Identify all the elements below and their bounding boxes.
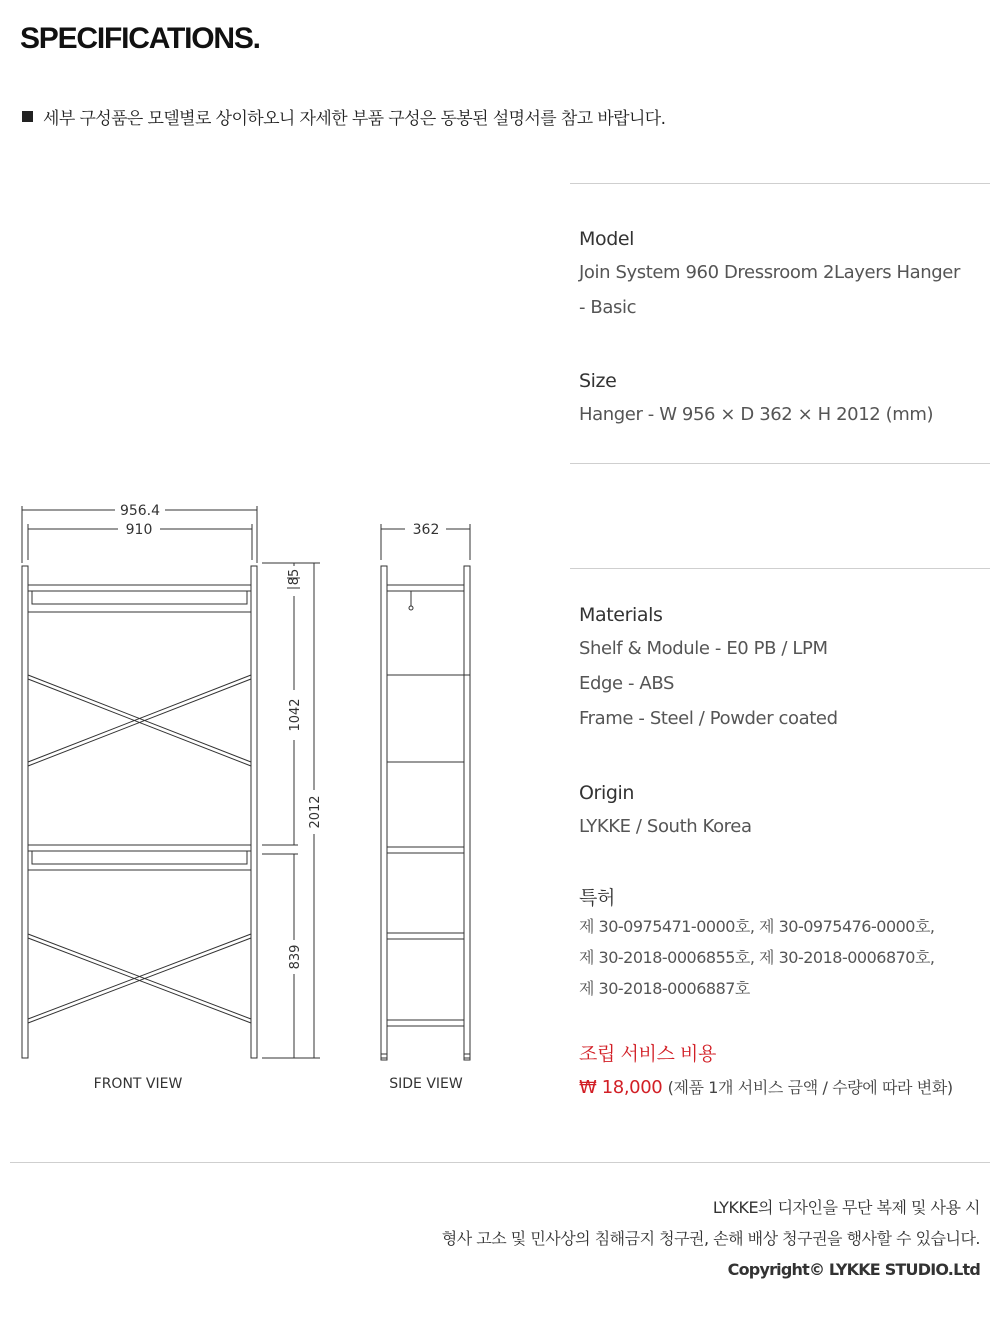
page-title: SPECIFICATIONS. xyxy=(20,22,260,55)
notice-text: 세부 구성품은 모델별로 상이하오니 자세한 부품 구성은 동봉된 설명서를 참고 바랍니다. xyxy=(43,109,666,129)
size-label: Size xyxy=(579,370,617,392)
model-label: Model xyxy=(579,228,635,250)
front-view-label: FRONT VIEW xyxy=(93,1076,183,1092)
patent-section xyxy=(579,886,994,1004)
copyright: Copyright© LYKKE STUDIO.Ltd xyxy=(727,1260,980,1279)
materials-section xyxy=(579,603,994,736)
divider-footer xyxy=(10,1162,990,1163)
origin-section xyxy=(579,781,994,844)
material-item: Frame - Steel / Powder coated xyxy=(579,708,838,729)
dim-total: 2012 xyxy=(308,795,323,829)
model-line-2: - Basic xyxy=(579,297,637,318)
service-label: 조립 서비스 비용 xyxy=(579,1043,716,1065)
dim-upper: 1042 xyxy=(288,698,303,732)
dim-depth: 362 xyxy=(412,522,440,538)
square-bullet-icon xyxy=(22,111,33,122)
patent-label: 특허 xyxy=(579,887,615,909)
notice xyxy=(22,104,665,129)
footer xyxy=(442,1192,980,1285)
service-section xyxy=(579,1042,994,1104)
footer-line-1: LYKKE의 디자인을 무단 복제 및 사용 시 xyxy=(712,1198,980,1217)
service-note: (제품 1개 서비스 금액 / 수량에 따라 변화) xyxy=(667,1078,953,1097)
dim-top: 85 xyxy=(287,568,302,586)
service-price: ₩ 18,000 xyxy=(579,1077,663,1098)
material-item: Shelf & Module - E0 PB / LPM xyxy=(579,638,828,659)
model-line-1: Join System 960 Dressroom 2Layers Hanger xyxy=(579,262,960,283)
divider-middle xyxy=(570,463,990,464)
origin-label: Origin xyxy=(579,782,635,804)
size-value: Hanger - W 956 × D 362 × H 2012 (mm) xyxy=(579,404,934,425)
dim-lower: 839 xyxy=(288,944,303,970)
divider-top xyxy=(570,183,990,184)
model-section xyxy=(579,227,994,325)
side-view-label: SIDE VIEW xyxy=(389,1076,463,1092)
patent-line: 제 30-2018-0006855호, 제 30-2018-0006870호, xyxy=(579,948,935,967)
material-item: Edge - ABS xyxy=(579,673,675,694)
patent-line: 제 30-2018-0006887호 xyxy=(579,979,750,998)
origin-value: LYKKE / South Korea xyxy=(579,816,752,837)
service-price-line xyxy=(579,1072,994,1104)
size-section xyxy=(579,369,994,432)
footer-line-2: 형사 고소 및 민사상의 침해금지 청구권, 손해 배상 청구권을 행사할 수 있습니다. xyxy=(441,1229,980,1248)
divider-materials xyxy=(570,568,990,569)
patent-line: 제 30-0975471-0000호, 제 30-0975476-0000호, xyxy=(579,917,935,936)
dim-width-outer: 956.4 xyxy=(119,503,161,519)
dim-width-inner: 910 xyxy=(125,522,153,538)
technical-drawing xyxy=(0,490,520,1100)
materials-label: Materials xyxy=(579,604,663,626)
